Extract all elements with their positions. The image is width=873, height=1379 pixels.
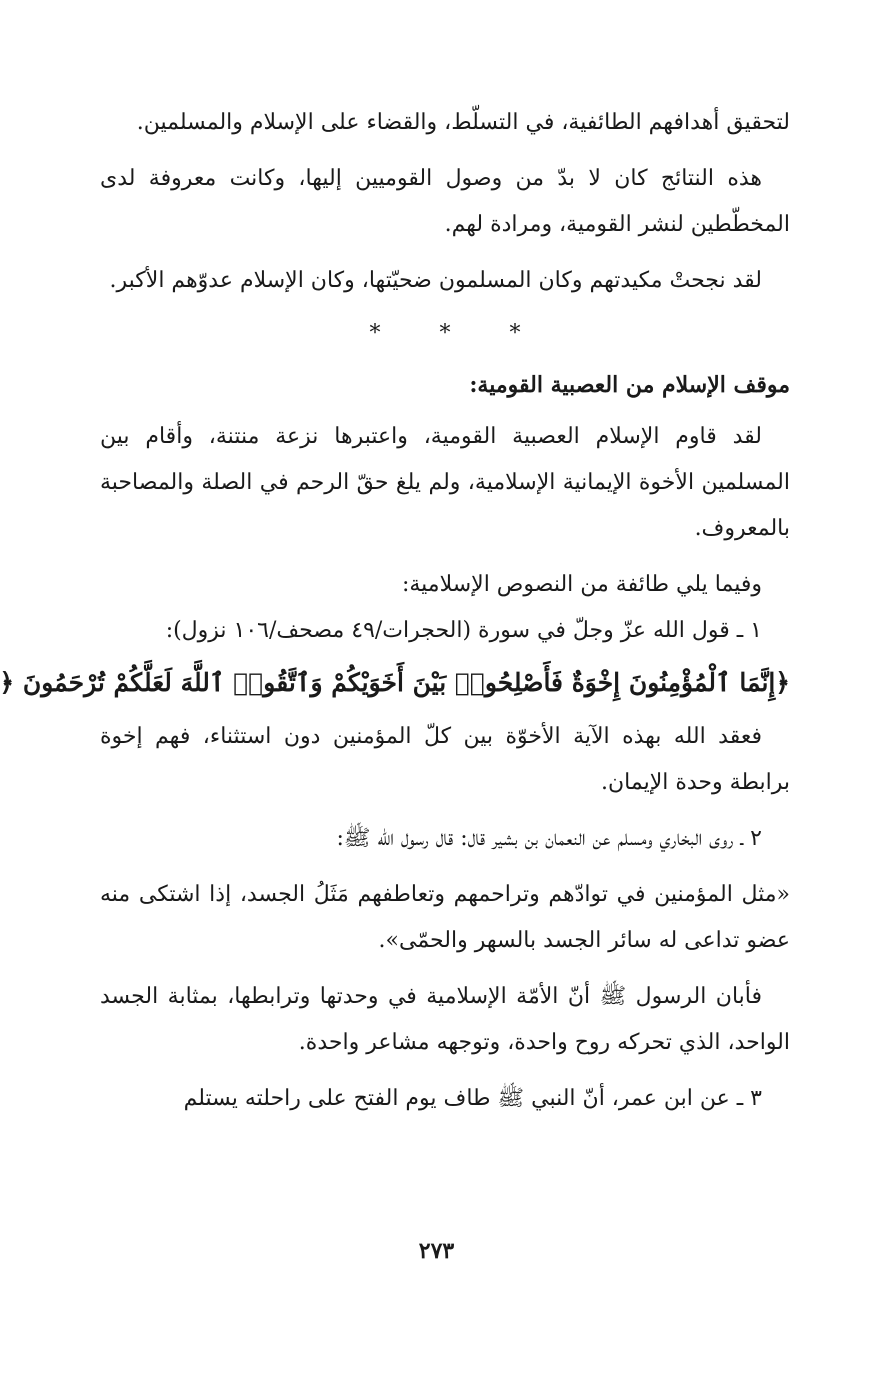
list-item-2: ٢ ـ روى البخاري ومسلم عن النعمان بن بشير قال: قال رسول الله ﷺ:	[336, 826, 762, 851]
paragraph-4: لقد قاوم الإسلام العصبية القومية، واعتبرها نزعة منتنة، وأقام بين المسلمين الأخوة الإيمانية الإسلامية، ولم يلغ حقّ الرحم في الصلة والمصاحبة بالمعروف.	[100, 424, 790, 541]
paragraph-7: فأبان الرسول ﷺ أنّ الأمّة الإسلامية في وحدتها وترابطها، بمثابة الجسد الواحد، الذي تحركه روح واحدة، وتوجهه مشاعر واحدة.	[100, 984, 790, 1055]
list-item-3: ٣ ـ عن ابن عمر، أنّ النبي ﷺ طاف يوم الفتح على راحلته يستلم	[183, 1086, 762, 1111]
hadith-quote: «مثل المؤمنين في توادّهم وتراحمهم وتعاطفهم مَثَلُ الجسد، إذا اشتكى منه عضو تداعى له سائر الجسد بالسهر والحمّى».	[100, 882, 790, 953]
paragraph-6: فعقد الله بهذه الآية الأخوّة بين كلّ المؤمنين دون استثناء، فهم إخوة برابطة وحدة الإيمان.	[100, 724, 790, 795]
paragraph-1: لتحقيق أهدافهم الطائفية، في التسلّط، والقضاء على الإسلام والمسلمين.	[136, 110, 790, 135]
book-page	[0, 100, 790, 1300]
paragraph-2: هذه النتائج كان لا بدّ من وصول القوميين إليها، وكانت معروفة لدى المخطّطين لنشر القومية، ومرادة لهم.	[100, 166, 790, 237]
list-item-1: ١ ـ قول الله عزّ وجلّ في سورة (الحجرات/٤٩ مصحف/١٠٦ نزول):	[165, 618, 762, 643]
section-heading: موقف الإسلام من العصبية القومية:	[469, 372, 790, 398]
paragraph-3: لقد نجحتْ مكيدتهم وكان المسلمون ضحيّتها، وكان الإسلام عدوّهم الأكبر.	[109, 268, 762, 293]
page-number: ٢٧٣	[418, 1238, 455, 1264]
section-separator: * * *	[369, 321, 547, 346]
paragraph-5: وفيما يلي طائفة من النصوص الإسلامية:	[401, 572, 762, 597]
quran-verse: ﴿إِنَّمَا ٱلْمُؤْمِنُونَ إِخْوَةٌ فَأَصْلِحُوا۟ بَيْنَ أَخَوَيْكُمْ وَٱتَّقُوا۟ ٱللَّهَ لَعَلَّكُمْ تُرْحَمُونَ ﴿	[0, 668, 790, 697]
